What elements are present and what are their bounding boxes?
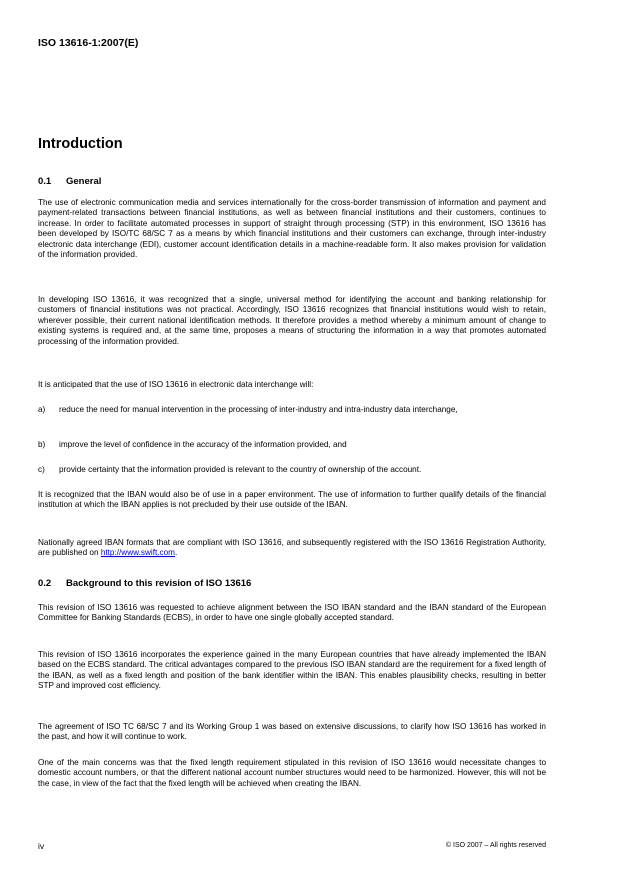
section-heading-background [38,578,251,589]
swift-link[interactable]: http://www.swift.com [100,548,175,558]
section-number: 0.1 [38,176,52,187]
list-item-label: c) [38,465,45,474]
paragraph: In developing ISO 13616, it was recognized that a single, universal method for identifying the account and banking relationship for customers of financial institutions was not practical. Accordingly, ISO 13616 recognizes that financial institutions would wish to retain, wherever possible, their current national identification methods. It therefore provides a method whereby a minimum amount of change to existing systems is required and, at the same time, proposes a means of structuring the information in a way that promotes automated processing of the information provided. [38,295,546,346]
paragraph-text: Nationally agreed IBAN formats that are compliant with ISO 13616, and subsequently registered with the ISO 13616 Registration Authority, are published on [38,538,546,558]
list-item-text: reduce the need for manual intervention in the processing of inter-industry and intra-industry data interchange, [59,405,458,414]
document-id: ISO 13616-1:2007(E) [38,37,139,49]
section-number: 0.2 [38,578,52,589]
section-title: Background to this revision of ISO 13616 [66,578,252,589]
paragraph: It is recognized that the IBAN would also be of use in a paper environment. The use of information to further qualify details of the financial institution at which the IBAN applies is not precluded by their use outside of the IBAN. [38,490,546,510]
paragraph: This revision of ISO 13616 was requested to achieve alignment between the ISO IBAN standard and the IBAN standard of the European Committee for Banking Standards (ECBS), in order to have one single globally accepted standard. [38,603,546,623]
page-number: iv [38,841,45,851]
list-item-text: improve the level of confidence in the accuracy of the information provided, and [59,440,347,449]
paragraph: One of the main concerns was that the fixed length requirement stipulated in this revision of ISO 13616 would necessitate changes to domestic account numbers, or that the different national account number structures would need to be harmonized. However, this will not be the case, in view of the fact that the fixed length will be achieved when creating the IBAN. [38,758,546,788]
list-item-text: provide certainty that the information provided is relevant to the country of ownership of the account. [59,465,422,474]
list-item-label: b) [38,440,46,449]
section-title: General [66,176,102,187]
list-item [38,440,546,450]
paragraph: This revision of ISO 13616 incorporates the experience gained in the many European countries that have already implemented the IBAN based on the ECBS standard. The critical advantages compared to the previous ISO IBAN standard are the requirement for a fixed length of the IBAN, as well as a fixed length and position of the bank identifier within the IBAN. This enables plausibility checks, resulting in better STP and improved cost efficiency. [38,650,546,691]
copyright-notice: © ISO 2007 – All rights reserved [445,842,546,849]
list-item-label: a) [38,405,46,414]
paragraph-end: . [175,548,178,558]
section-heading-general [38,176,101,187]
page-title: Introduction [38,136,123,152]
paragraph [38,538,546,559]
list-item [38,465,546,475]
list-item [38,405,546,415]
paragraph: The use of electronic communication media and services internationally for the cross-border transmission of information and payment and payment-related transactions between financial institutions, as well as between financial institutions and their customers, continues to increase. In order to facilitate automated processes in support of straight through processing (STP) in this environment, ISO 13616 has been developed by ISO/TC 68/SC 7 as a means by which financial institutions and their customers can exchange, through inter-industry electronic data interchange (EDI), customer account identification details in a machine-readable form. It also makes provision for validation of the information provided. [38,198,546,260]
paragraph: It is anticipated that the use of ISO 13616 in electronic data interchange will: [38,380,314,389]
paragraph: The agreement of ISO TC 68/SC 7 and its Working Group 1 was based on extensive discussions, to clarify how ISO 13616 has worked in the past, and how it will continue to work. [38,722,546,742]
